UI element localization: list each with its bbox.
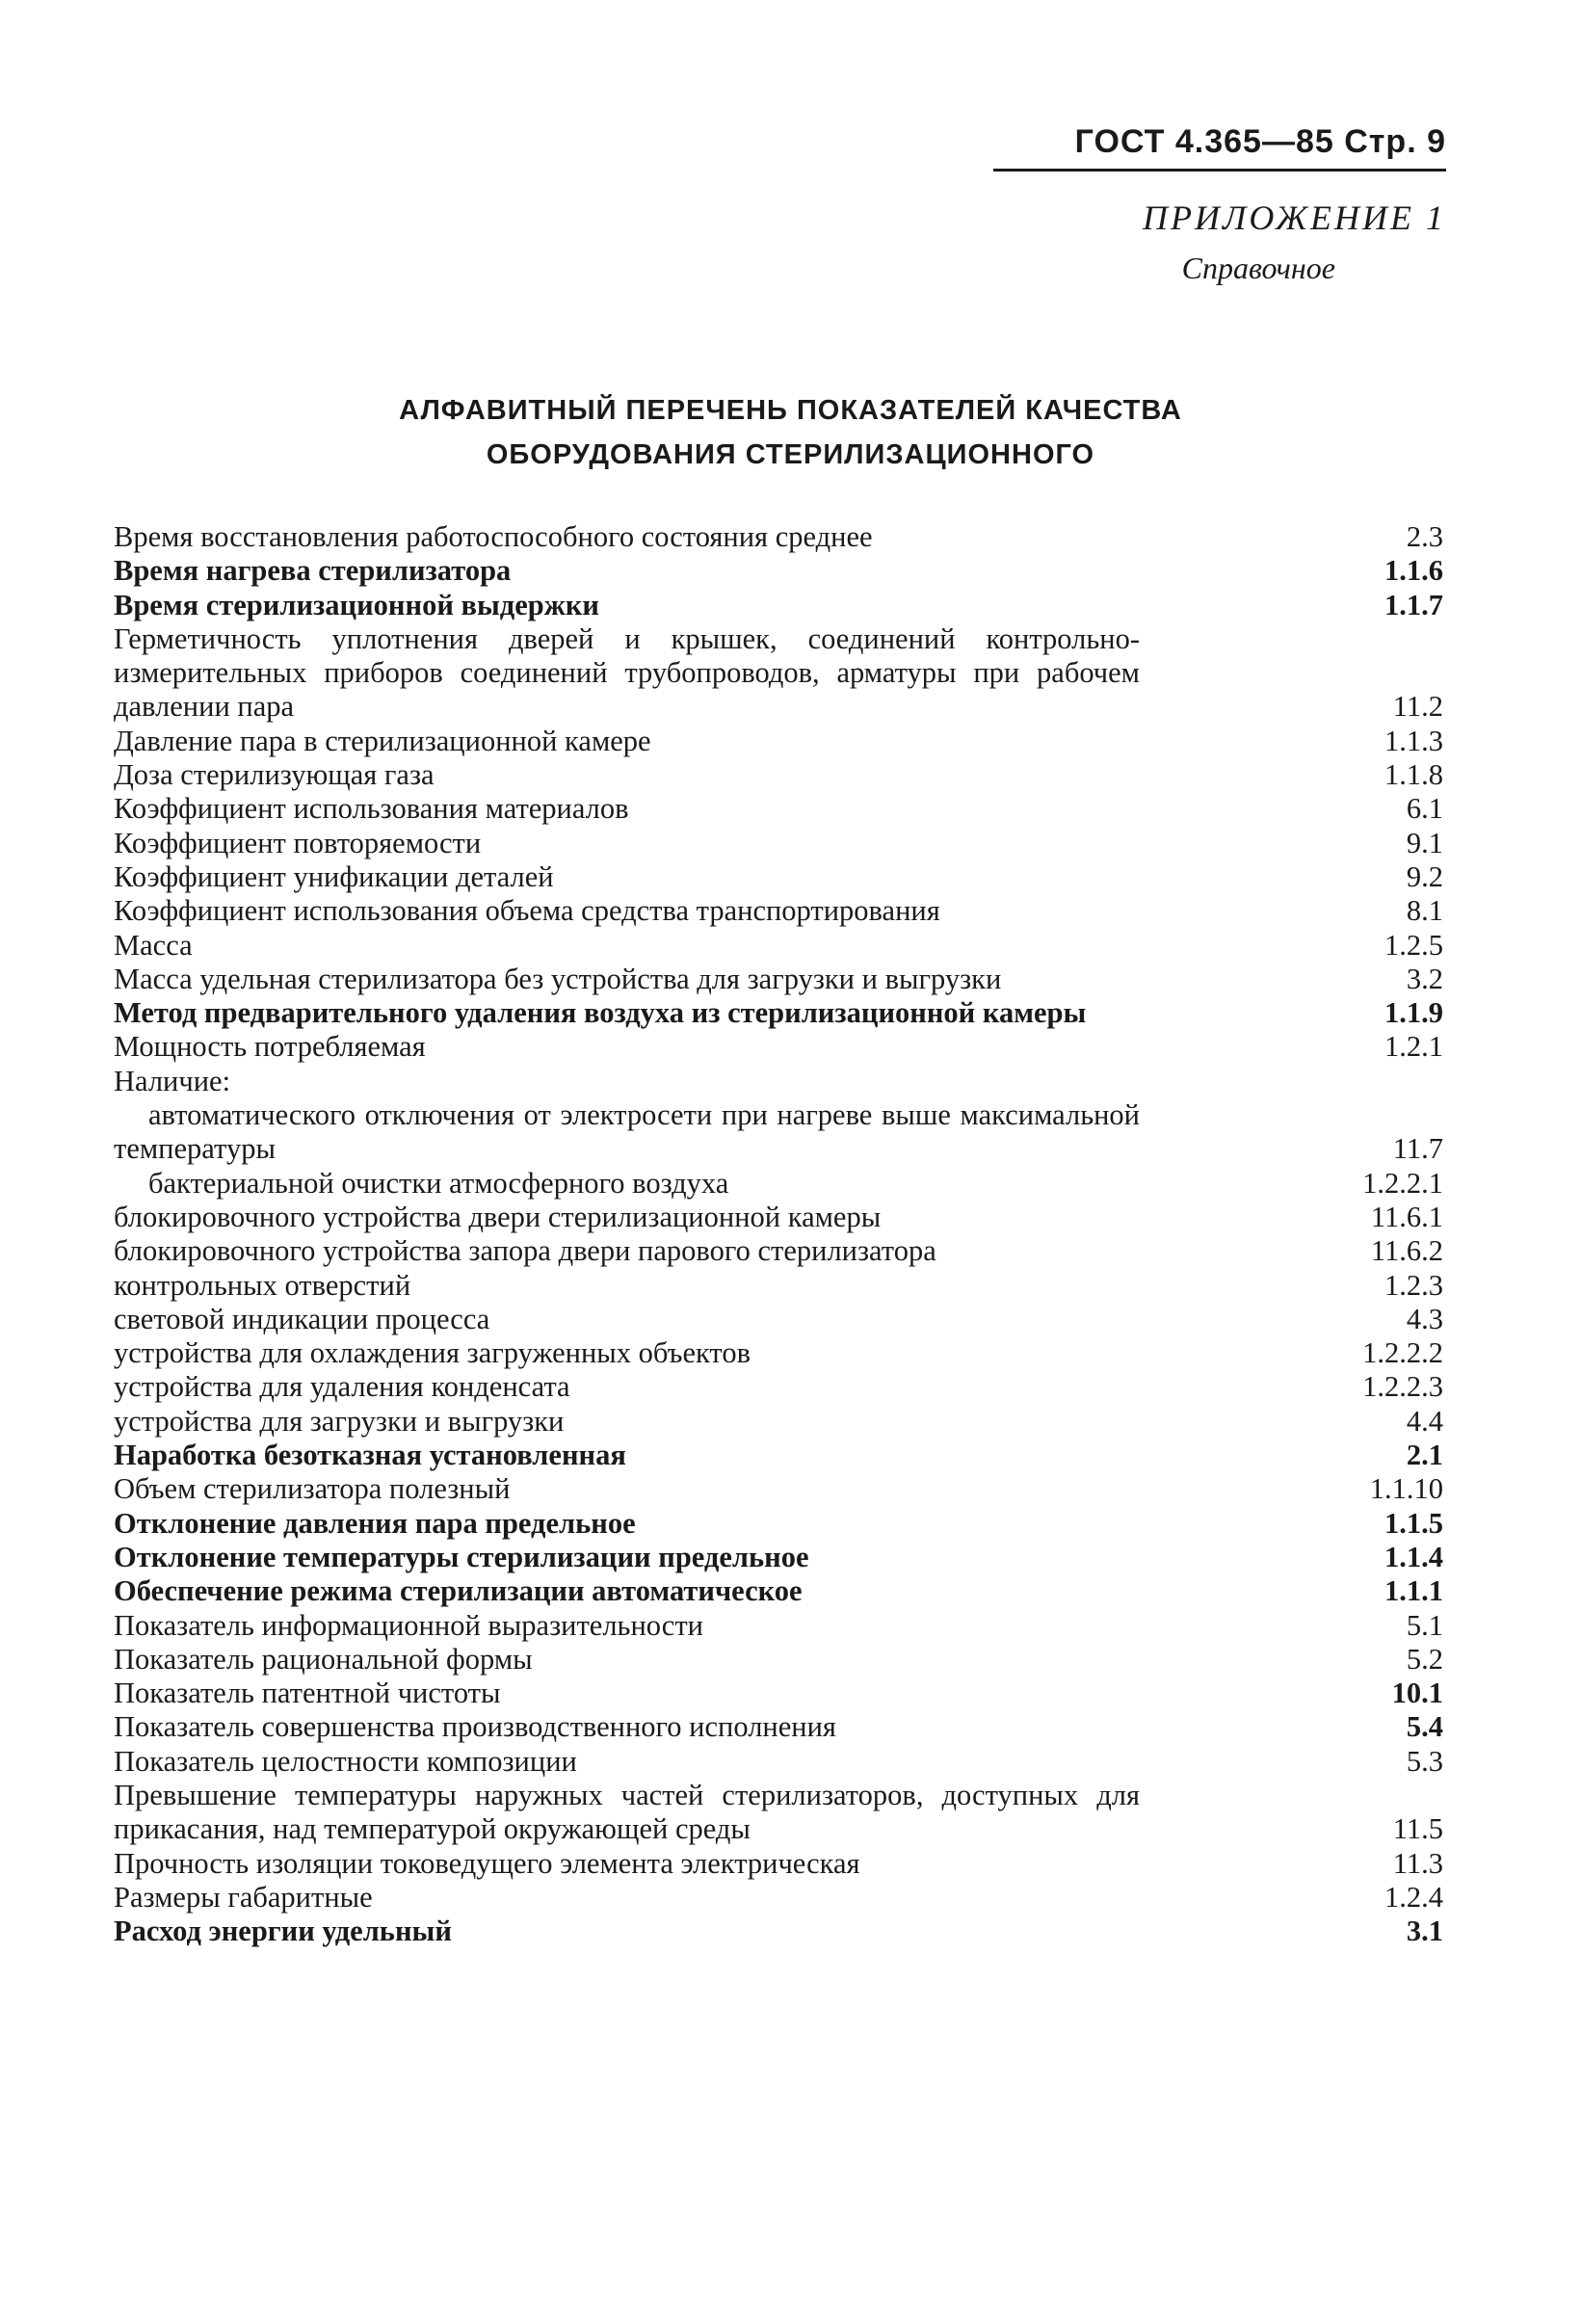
index-entry (114, 1167, 1443, 1201)
entry-label: устройства для удаления конденсата (114, 1370, 570, 1404)
index-entry (114, 1574, 1443, 1608)
index-entry (114, 1710, 1443, 1744)
entry-label: бактериальной очистки атмосферного воздуха (148, 1166, 729, 1200)
entry-reference: 1.1.6 (1384, 554, 1443, 588)
index-entry (114, 1643, 1443, 1677)
entry-reference: 1.1.1 (1384, 1574, 1443, 1608)
entry-label: световой индикации процесса (114, 1302, 490, 1335)
index-entry (114, 929, 1443, 963)
index-entry (114, 1745, 1443, 1779)
appendix-subtitle: Справочное (1181, 251, 1335, 285)
entry-label: Давление пара в стерилизационной камере (114, 724, 651, 757)
entry-label: Показатель совершенства производственного исполнения (114, 1710, 836, 1744)
index-entry (114, 1303, 1443, 1336)
entry-label: Показатель рациональной формы (114, 1642, 533, 1676)
entry-reference: 5.3 (1406, 1744, 1443, 1778)
entry-reference: 4.3 (1406, 1302, 1443, 1335)
entry-reference: 11.6.2 (1370, 1234, 1443, 1268)
entry-label: Размеры габаритные (114, 1880, 373, 1914)
entry-reference: 3.1 (1406, 1915, 1443, 1948)
entry-reference: 1.1.10 (1369, 1472, 1443, 1506)
index-entry (114, 827, 1443, 860)
index-entry (114, 1439, 1443, 1472)
entry-reference: 1.2.2.2 (1362, 1336, 1443, 1370)
entry-label: Коэффициент использования материалов (114, 792, 629, 826)
entry-label: автоматического отключения от электросети при нагреве выше максимальной температуры (114, 1098, 1140, 1166)
index-entry (114, 725, 1443, 758)
entry-label: Наличие: (114, 1064, 231, 1097)
entry-reference: 1.1.8 (1384, 758, 1443, 792)
index-entry (114, 1881, 1443, 1915)
entry-reference: 11.3 (1392, 1846, 1443, 1880)
entry-reference: 1.2.5 (1384, 928, 1443, 962)
index-entry (114, 1677, 1443, 1710)
entry-label: Коэффициент использования объема средства транспортирования (114, 894, 940, 928)
index-entry (114, 589, 1443, 622)
index-list (114, 520, 1443, 1948)
index-entry (114, 1779, 1443, 1847)
entry-reference: 1.2.2.3 (1362, 1370, 1443, 1404)
entry-reference: 10.1 (1391, 1677, 1443, 1710)
index-entry (114, 758, 1443, 792)
entry-reference: 11.6.1 (1370, 1200, 1443, 1233)
entry-label: контрольных отверстий (114, 1268, 411, 1302)
entry-reference: 1.1.7 (1384, 588, 1443, 621)
entry-label: Доза стерилизующая газа (114, 758, 435, 792)
entry-reference: 5.1 (1406, 1608, 1443, 1642)
entry-label: Обеспечение режима стерилизации автоматическое (114, 1574, 803, 1608)
index-entry (114, 1030, 1443, 1064)
entry-label: Расход энергии удельный (114, 1915, 452, 1948)
entry-reference: 6.1 (1406, 792, 1443, 826)
page-header: ГОСТ 4.365—85 Стр. 9 (993, 123, 1446, 172)
entry-label: Время стерилизационной выдержки (114, 588, 599, 621)
entry-label: Прочность изоляции токоведущего элемента электрическая (114, 1846, 860, 1880)
entry-reference: 4.4 (1406, 1404, 1443, 1438)
index-entry (114, 963, 1443, 996)
entry-label: устройства для загрузки и выгрузки (114, 1404, 565, 1438)
index-entry (114, 996, 1443, 1030)
entry-label: Объем стерилизатора полезный (114, 1472, 511, 1506)
index-entry (114, 1269, 1443, 1303)
title-line-1: АЛФАВИТНЫЙ ПЕРЕЧЕНЬ ПОКАЗАТЕЛЕЙ КАЧЕСТВА (399, 395, 1182, 426)
entry-label: Мощность потребляемая (114, 1030, 426, 1064)
entry-reference: 3.2 (1406, 962, 1443, 995)
index-entry (114, 554, 1443, 588)
entry-reference: 11.7 (1392, 1132, 1443, 1166)
entry-reference: 2.1 (1406, 1439, 1443, 1472)
index-entry (114, 860, 1443, 894)
index-entry (114, 1234, 1443, 1268)
index-entry (114, 792, 1443, 826)
entry-label: Масса удельная стерилизатора без устройства для загрузки и выгрузки (114, 962, 1002, 995)
entry-label: блокировочного устройства запора двери парового стерилизатора (114, 1234, 936, 1268)
entry-label: Время нагрева стерилизатора (114, 554, 512, 588)
entry-reference: 1.2.1 (1384, 1030, 1443, 1064)
entry-label: Масса (114, 928, 193, 962)
index-entry (114, 1541, 1443, 1574)
entry-reference: 1.1.4 (1384, 1540, 1443, 1573)
entry-label: Показатель целостности композиции (114, 1744, 577, 1778)
entry-label: устройства для охлаждения загруженных объектов (114, 1336, 751, 1370)
entry-label: Отклонение температуры стерилизации предельное (114, 1540, 809, 1573)
entry-label: Наработка безотказная установленная (114, 1439, 626, 1472)
index-entry (114, 1336, 1443, 1370)
entry-label: Метод предварительного удаления воздуха из стерилизационной камеры (114, 996, 1087, 1030)
entry-reference: 1.2.4 (1384, 1880, 1443, 1914)
entry-label: Коэффициент унификации деталей (114, 859, 554, 893)
entry-label: Показатель патентной чистоты (114, 1677, 501, 1710)
entry-reference: 1.1.3 (1384, 724, 1443, 757)
entry-label: Превышение температуры наружных частей стерилизаторов, доступных для прикасания, над температурой окружающей среды (114, 1778, 1140, 1846)
index-entry (114, 1405, 1443, 1439)
index-entry (114, 622, 1443, 725)
entry-label: Показатель информационной выразительности (114, 1608, 703, 1642)
entry-reference: 5.2 (1406, 1642, 1443, 1676)
entry-reference: 11.2 (1392, 690, 1443, 724)
entry-reference: 1.1.9 (1384, 996, 1443, 1030)
entry-label: Время восстановления работоспособного состояния среднее (114, 520, 873, 553)
entry-reference: 1.1.5 (1384, 1506, 1443, 1540)
entry-label: Коэффициент повторяемости (114, 826, 482, 859)
index-entry (114, 1507, 1443, 1541)
entry-label: Герметичность уплотнения дверей и крышек, соединений контрольно-измерительных приборов соединений трубопроводов, арматуры при рабочем давлении пара (114, 621, 1140, 724)
entry-reference: 11.5 (1392, 1812, 1443, 1846)
index-entry (114, 1847, 1443, 1881)
title-line-2: ОБОРУДОВАНИЯ СТЕРИЛИЗАЦИОННОГО (486, 439, 1095, 470)
index-entry (114, 1065, 1443, 1098)
entry-reference: 8.1 (1406, 894, 1443, 928)
entry-label: блокировочного устройства двери стерилизационной камеры (114, 1200, 882, 1233)
entry-reference: 1.2.3 (1384, 1268, 1443, 1302)
entry-reference: 9.2 (1406, 859, 1443, 893)
document-title (0, 388, 1581, 477)
index-entry (114, 1201, 1443, 1234)
index-entry (114, 520, 1443, 554)
entry-reference: 9.1 (1406, 826, 1443, 859)
entry-reference: 2.3 (1406, 520, 1443, 553)
entry-reference: 5.4 (1406, 1710, 1443, 1744)
index-entry (114, 1098, 1443, 1167)
appendix-title: ПРИЛОЖЕНИЕ 1 (1143, 198, 1446, 237)
index-entry (114, 1472, 1443, 1506)
index-entry (114, 1370, 1443, 1404)
index-entry (114, 1609, 1443, 1643)
index-entry (114, 1915, 1443, 1948)
entry-reference: 1.2.2.1 (1362, 1166, 1443, 1200)
entry-label: Отклонение давления пара предельное (114, 1506, 636, 1540)
index-entry (114, 894, 1443, 928)
